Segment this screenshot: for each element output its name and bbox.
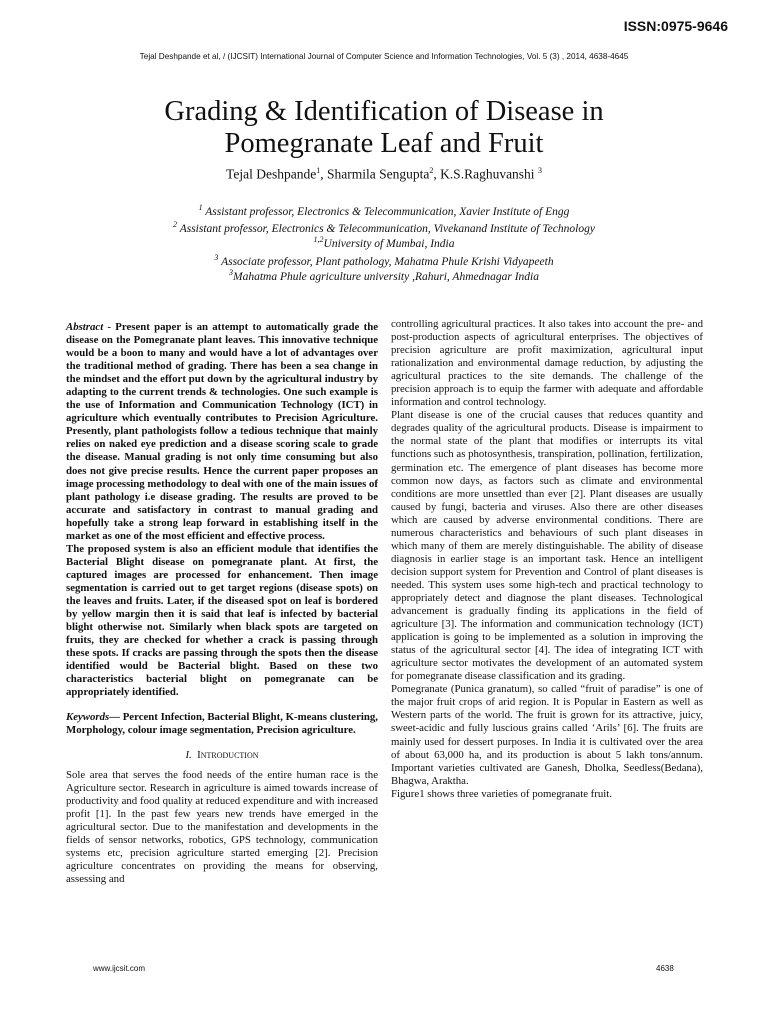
right-paragraph-2: Plant disease is one of the crucial causes that reduces quantity and degrades quality of the agricultural products. Disease is impairment to the normal state of the plant that modifies or interrupts its vital functions such as photosynthesis, transpiration, pollination, fertilization, germination etc. The emergence of plant diseases has become more common now days, as factors such as climate and environmental conditions are more unsettled than ever [2]. Plant diseases are usually caused by fungi, bacteria and viruses. Also there are other diseases which are caused by adverse environmental conditions. There are numerous characteristics and behaviours of such plant diseases in which many of them are merely distinguishable. The ability of disease diagnosis in earlier stage is an important task. Hence an intelligent decision support system for Prevention and Control of plant diseases is needed. This system uses some high-tech and practical technology to appropriately detect and diagnose the plant diseases. Technological advancement is gradually finding its applications in the field of agriculture [3]. The information and communication technology (ICT) application is going to be implemented as a solution in improving the status of the agricultural sector [4]. The idea of integrating ICT with agriculture sector motivates the development of an automated system for pomegranate disease classification and its grading. bbox=[391, 409, 703, 683]
author-3: K.S.Raghuvanshi bbox=[440, 166, 535, 182]
title-line-2: Pomegranate Leaf and Fruit bbox=[224, 128, 544, 159]
right-column bbox=[391, 318, 703, 801]
affiliation-university bbox=[0, 233, 768, 251]
keywords-label: Keywords— bbox=[66, 711, 120, 724]
paper-title bbox=[0, 96, 768, 160]
affiliation-2-sup: 2 bbox=[173, 220, 178, 229]
author-3-sup: 3 bbox=[537, 166, 542, 175]
affiliation-3b-sup: 3 bbox=[229, 268, 233, 277]
running-header: Tejal Deshpande et al, / (IJCSIT) International Journal of Computer Science and Information Technologies, Vol. 5 (3) , 2014, 4638-4645 bbox=[139, 52, 629, 61]
affiliation-3-sup: 3 bbox=[214, 253, 219, 262]
affiliation-3-text: Associate professor, Plant pathology, Mahatma Phule Krishi Vidyapeeth bbox=[221, 255, 554, 268]
right-paragraph-1: controlling agricultural practices. It also takes into account the pre- and post-production aspects of agricultural enterprises. The objectives of precision agriculture are profit maximization, agricultural input rationalization and environmental damage reduction, by adjusting the agricultural practices to the site demands. The challenge of the precision approach is to equip the farmer with adequate and affordable information and control technology. bbox=[391, 318, 703, 409]
footer-page-number: 4638 bbox=[656, 964, 674, 973]
author-2: Sharmila Sengupta bbox=[326, 166, 430, 182]
abstract-text-1: Present paper is an attempt to automatically grade the disease on the Pomegranate plant leaves. This innovative technique would be a boon to many and would have a lot of advantages over the traditional method of grading. There has been a sea change in the mindset and the effort put down by the agricultural industry by adapting to the current trends & technologies. One such example is the use of Information and Communication Technology (ICT) in agriculture which eventually contributes to Precision Agriculture. Presently, plant pathologists follow a tedious technique that mainly relies on naked eye prediction and a disease scoring scale to grade the disease. Manual grading is not only time consuming but also does not give precise results. Hence the current paper proposes an image processing methodology to deal with one of the main issues of plant pathology i.e disease grading. The results are proved to be accurate and satisfactory in contrast to manual grading and hopefully take a strong leap forward in establishing itself in the market as one of the most efficient and effective process. bbox=[66, 321, 379, 542]
right-paragraph-4: Figure1 shows three varieties of pomegranate fruit. bbox=[391, 787, 612, 800]
affiliation-university-text: University of Mumbai, India bbox=[323, 237, 455, 250]
affiliation-1 bbox=[0, 201, 768, 219]
affiliation-3b-text: Mahatma Phule agriculture university ,Rahuri, Ahmednagar India bbox=[233, 270, 539, 283]
title-line-1: Grading & Identification of Disease in bbox=[164, 96, 604, 127]
affiliation-2-text: Assistant professor, Electronics & Telecommunication, Vivekanand Institute of Technology bbox=[179, 222, 595, 235]
author-1-sup: 1 bbox=[316, 166, 321, 175]
affiliation-1-text: Assistant professor, Electronics & Telecommunication, Xavier Institute of Engg bbox=[205, 205, 570, 218]
issn-number: ISSN:0975-9646 bbox=[623, 18, 728, 34]
abstract-label: Abstract - bbox=[66, 321, 112, 333]
abstract-paragraph-2: The proposed system is also an efficient module that identifies the Bacterial Blight disease on pomegranate plant. At first, the captured images are processed for enhancement. Then image segmentation is carried out to get target regions (disease spots) on the leaves and fruits. Later, if the diseased spot on leaf is bordered by yellow margin then it is said that leaf is infected by bacterial blight otherwise not. Similarly when black spots are targeted on fruits, they are checked for whether a crack is passing through these spots. If cracks are passing through the spots then the disease identified would be Bacterial blight. Based on these two characteristics bacterial blight on pomegranate can be appropriately identified. bbox=[66, 542, 378, 699]
author-2-sup: 2 bbox=[429, 166, 434, 175]
author-1: Tejal Deshpande bbox=[226, 166, 317, 182]
abstract-paragraph-1 bbox=[66, 321, 378, 543]
right-paragraph-3: Pomegranate (Punica granatum), so called “fruit of paradise” is one of the major fruit crops of arid region. It is Popular in Eastern as well as Western parts of the world. The fruit is grown for its attractive, juicy, sweet-acidic and fully luscious grains called ‘Arils’ [6]. The fruits are mainly used for dessert purposes. In India it is cultivated over the area of about 63,000 ha, and its production is about 5 lakh tons/annum. Important varieties cultivated are Ganesh, Dholka, Seedless(Bedana), Bhagwa, Araktha. bbox=[391, 683, 703, 787]
footer-url: www.ijcsit.com bbox=[93, 964, 146, 973]
section-title: Introduction bbox=[197, 749, 259, 762]
author-list: Tejal Deshpande$^1$, Sharmila Sengupta$^2$, K.S.Raghuvanshi $^3$ bbox=[226, 166, 542, 182]
affiliation-3b bbox=[0, 266, 768, 284]
section-number: I. bbox=[185, 749, 192, 762]
keywords bbox=[66, 711, 378, 737]
keywords-text: Percent Infection, Bacterial Blight, K-means clustering, Morphology, colour image segmentation, Precision agriculture. bbox=[66, 711, 378, 737]
affiliation-university-sup: 1,2 bbox=[313, 235, 324, 244]
left-column bbox=[66, 321, 378, 886]
section-heading-introduction bbox=[66, 749, 378, 762]
introduction-paragraph-1: Sole area that serves the food needs of the entire human race is the Agriculture sector. Research in agriculture is aimed towards increase of productivity and food quality at reduced expenditure and with increased profit [1]. In the past few years new trends have emerged in the agricultural sector. Due to the manifestation and developments in the fields of sensor networks, robotics, GPS technology, communication systems etc, precision agriculture started emerging [2]. Precision agriculture concentrates on providing the means for observing, assessing and bbox=[66, 768, 378, 885]
affiliation-1-sup: 1 bbox=[198, 203, 203, 212]
